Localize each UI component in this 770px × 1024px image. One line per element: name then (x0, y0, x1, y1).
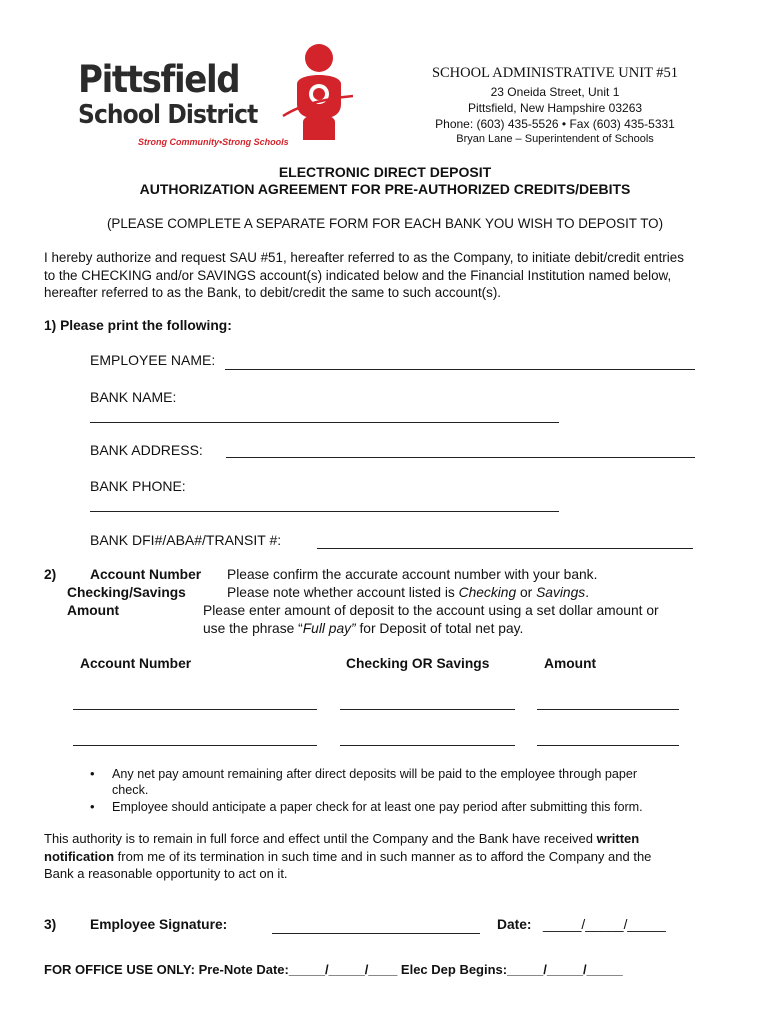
checking-savings-field-2[interactable] (340, 744, 515, 746)
bank-name-field[interactable] (90, 421, 559, 423)
intro-line3: hereafter referred to as the Bank, to debit/credit the same to such account(s). (44, 285, 502, 300)
intro-line1: I hereby authorize and request SAU #51, hereafter referred to as the Company, to initiate debit/credit entries (44, 250, 684, 265)
bank-address-label: BANK ADDRESS: (90, 442, 203, 458)
bank-dfi-label: BANK DFI#/ABA#/TRANSIT #: (90, 532, 282, 548)
bullet-1-line1: Any net pay amount remaining after direct deposits will be paid to the employee through paper (112, 767, 638, 781)
form-instruction: (PLEASE COMPLETE A SEPARATE FORM FOR EACH BANK YOU WISH TO DEPOSIT TO) (106, 216, 664, 231)
org-superintendent: Bryan Lane – Superintendent of Schools (456, 133, 654, 145)
bank-phone-field[interactable] (90, 510, 559, 512)
section3-number: 3) (44, 917, 57, 932)
text-amount-line1: Please enter amount of deposit to the account using a set dollar amount or (203, 603, 659, 618)
date-label: Date: (497, 917, 532, 932)
logo-line2: School District (78, 100, 258, 130)
section2-number: 2) (44, 567, 57, 582)
section1-heading: 1) Please print the following: (44, 318, 232, 333)
bullet-icon: • (90, 766, 95, 781)
signature-label: Employee Signature: (90, 917, 228, 932)
amount-field-1[interactable] (537, 708, 679, 710)
text-checking-savings (227, 585, 589, 600)
org-name: SCHOOL ADMINISTRATIVE UNIT #51 (431, 65, 679, 81)
text-amount2-pre: use the phrase “ (203, 621, 303, 636)
text-amount-line2 (203, 621, 523, 636)
text-type-post: . (585, 585, 590, 600)
col-header-checking-savings: Checking OR Savings (346, 656, 490, 671)
bank-phone-label: BANK PHONE: (90, 478, 186, 494)
signature-field[interactable] (272, 932, 480, 934)
office-use-line: FOR OFFICE USE ONLY: Pre-Note Date:_____/_____/____ Elec Dep Begins:_____/_____/_____ (44, 962, 623, 977)
bank-dfi-field[interactable] (317, 547, 693, 549)
authority-line1 (44, 830, 734, 848)
label-account-number: Account Number (90, 567, 202, 582)
logo-line1: Pittsfield (78, 58, 240, 101)
text-account-number: Please confirm the accurate account number with your bank. (227, 567, 598, 582)
bullet-icon: • (90, 799, 95, 814)
org-address1: 23 Oneida Street, Unit 1 (490, 85, 620, 99)
amount-field-2[interactable] (537, 744, 679, 746)
authority-line1-text: This authority is to remain in full force and effect until the Company and the Bank have received (44, 831, 597, 846)
logo-tagline: Strong Community•Strong Schools (138, 137, 289, 147)
authority-paragraph (44, 830, 734, 883)
bullet-1-line2: check. (112, 783, 149, 797)
logo-figures-icon (275, 42, 353, 147)
authority-line2-text: from me of its termination in such time and in such manner as to afford the Company and the (114, 848, 652, 864)
account-number-field-1[interactable] (73, 708, 317, 710)
text-type-or: or (516, 585, 537, 600)
authority-line1-bold: written (596, 831, 640, 846)
checking-savings-field-1[interactable] (340, 708, 515, 710)
bullet-2: Employee should anticipate a paper check for at least one pay period after submitting this form. (112, 800, 643, 814)
bank-name-label: BANK NAME: (90, 389, 177, 405)
authority-line2-bold: notification (44, 848, 115, 864)
label-amount: Amount (67, 603, 120, 618)
org-address2: Pittsfield, New Hampshire 03263 (467, 101, 643, 115)
employee-name-field[interactable] (225, 368, 695, 370)
form-title-line1: ELECTRONIC DIRECT DEPOSIT (278, 164, 492, 180)
authority-line2 (44, 848, 734, 866)
col-header-account-number: Account Number (80, 656, 192, 671)
text-amount2-em: Full pay” (302, 621, 356, 636)
form-title-line2: AUTHORIZATION AGREEMENT FOR PRE-AUTHORIZED CREDITS/DEBITS (139, 181, 631, 197)
intro-line2: to the CHECKING and/or SAVINGS account(s) indicated below and the Financial Institution named below, (44, 267, 672, 283)
text-type-savings: Savings (536, 585, 586, 600)
district-logo (70, 42, 382, 154)
org-phone: Phone: (603) 435-5526 • Fax (603) 435-5331 (435, 117, 675, 131)
date-field[interactable]: _____/_____/_____ (543, 917, 666, 932)
text-type-checking: Checking (458, 585, 517, 600)
text-type-pre: Please note whether account listed is (227, 585, 459, 600)
bank-address-field[interactable] (226, 456, 695, 458)
col-header-amount: Amount (544, 656, 597, 671)
employee-name-label: EMPLOYEE NAME: (90, 352, 216, 368)
intro-paragraph (44, 249, 734, 302)
account-number-field-2[interactable] (73, 744, 317, 746)
label-checking-savings: Checking/Savings (67, 585, 186, 600)
authority-line3: Bank a reasonable opportunity to act on it. (44, 866, 288, 881)
text-amount2-post: for Deposit of total net pay. (355, 621, 524, 636)
